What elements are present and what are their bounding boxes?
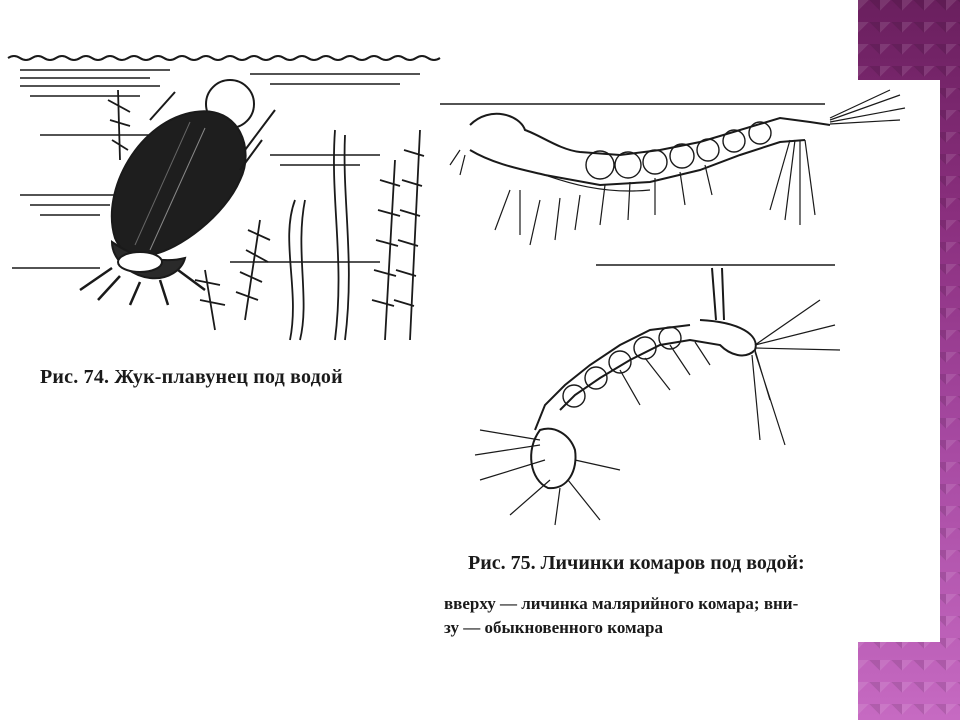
larva-malaria: [450, 90, 905, 245]
fig75-illustration: [440, 90, 905, 525]
beetle: [80, 92, 275, 305]
fig75-description-line1: вверху — личинка малярийного комара; вни-: [444, 594, 799, 613]
fig75-description-line2: зу — обыкновенного комара: [444, 618, 663, 637]
water-surface: [8, 56, 440, 60]
fig75-description: [444, 592, 864, 640]
fig74-caption: Рис. 74. Жук-плавунец под водой: [40, 366, 343, 388]
larva-common: [475, 268, 840, 525]
fig75-caption: Рис. 75. Личинки комаров под водой:: [468, 552, 805, 574]
fig74-illustration: [8, 56, 440, 340]
